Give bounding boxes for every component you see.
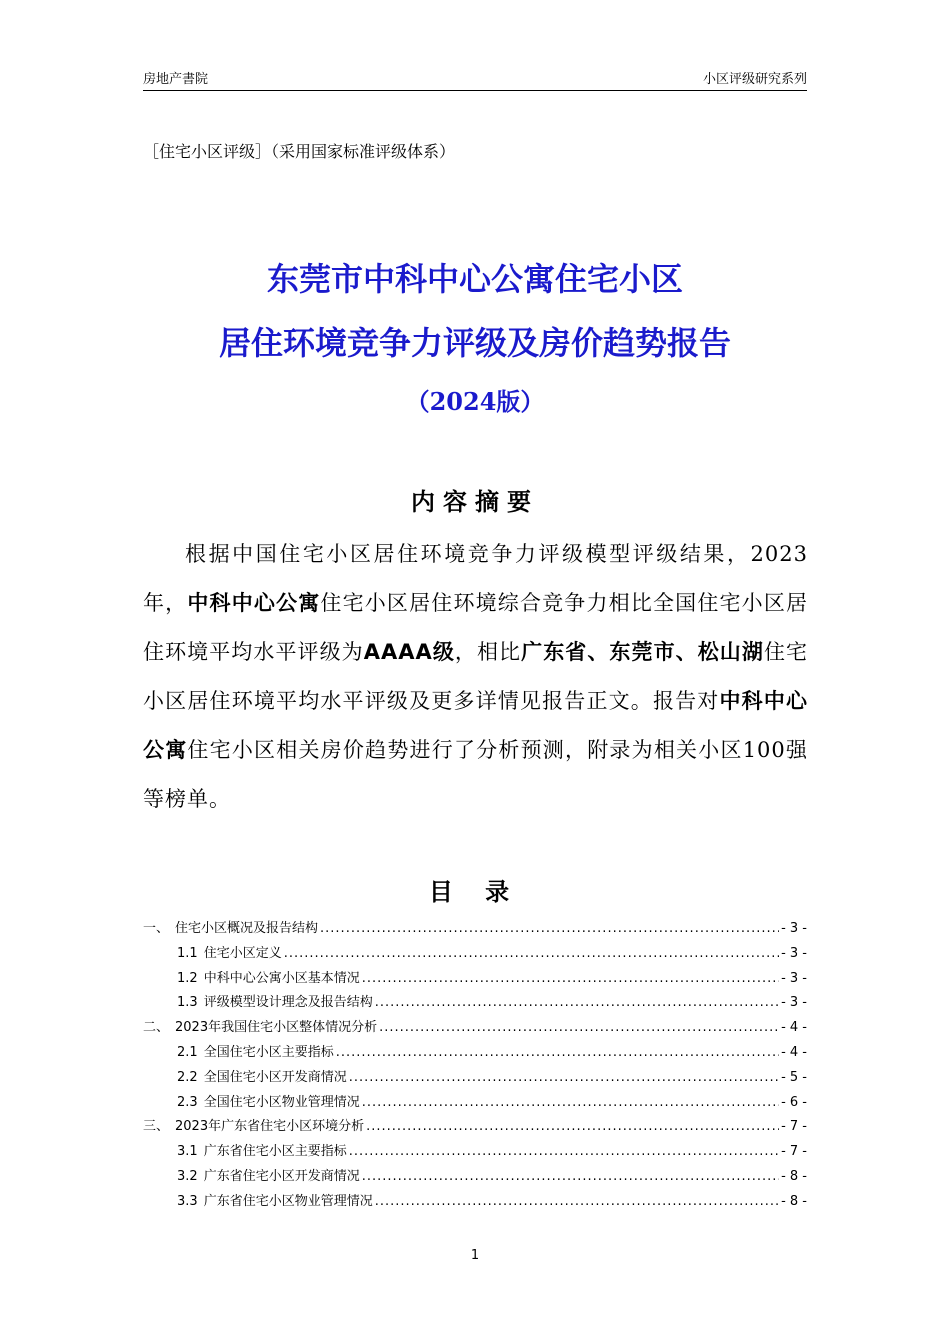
toc-leader [320,921,779,936]
toc-number: 一、 [143,921,170,936]
abstract-bold: 广东省、东莞市、松山湖 [521,640,764,664]
abstract-text: ，相比 [454,640,522,664]
page-number: 1 [470,1248,480,1263]
abstract-bold: AAAA级 [363,640,455,664]
toc-leader [349,1144,779,1159]
toc-page: - 7 - [781,1119,807,1135]
toc-number: 2.1 [177,1044,198,1060]
toc-number: 2.3 [177,1094,198,1110]
toc-leader [375,1194,779,1209]
toc-label: 广东省住宅小区开发商情况 [203,1168,360,1184]
abstract-text: 住宅小区居住环境平均水平评级及更多详情见报告正文。报告对 [143,640,809,713]
page-header [143,66,807,91]
toc-label: 住宅小区定义 [203,945,282,961]
toc-entry[interactable] [143,1016,807,1041]
toc-page: - 5 - [781,1069,807,1085]
toc-page: - 3 - [781,970,807,986]
toc-entry[interactable] [143,967,807,992]
toc-label: 评级模型设计理念及报告结构 [203,995,373,1011]
toc-label: 全国住宅小区主要指标 [203,1044,334,1060]
toc-leader [375,995,779,1010]
toc-leader [284,946,779,961]
abstract-paragraph [143,530,808,824]
toc-page: - 8 - [781,1168,807,1184]
header-series: 小区评级研究系列 [702,72,807,87]
toc-entry[interactable] [143,1115,807,1140]
toc-label: 住宅小区概况及报告结构 [175,921,319,936]
report-category-tag: ［住宅小区评级］（采用国家标准评级体系） [143,142,456,161]
toc-leader [366,1119,779,1134]
toc-number: 3.2 [177,1168,198,1184]
toc-number: 2.2 [177,1069,198,1085]
toc-number: 3.3 [177,1193,198,1209]
toc-label: 全国住宅小区物业管理情况 [203,1094,360,1110]
toc-page: - 3 - [781,995,807,1011]
toc-page: - 4 - [781,1020,807,1036]
toc-leader [349,1070,779,1085]
toc-entry[interactable] [143,991,807,1016]
toc-leader [379,1020,779,1035]
toc-number: 1.3 [177,995,198,1011]
toc-leader [362,1169,779,1184]
abstract-bold: 中科中心公寓 [187,591,321,615]
toc-page: - 3 - [781,945,807,961]
toc-label: 2023年广东省住宅小区环境分析 [175,1119,365,1135]
toc-page: - 8 - [781,1193,807,1209]
toc-page: - 7 - [781,1144,807,1160]
abstract-heading: 内容摘要 [411,488,539,516]
toc-label: 2023年我国住宅小区整体情况分析 [175,1020,378,1036]
report-title-line1: 东莞市中科中心公寓住宅小区 [266,260,683,298]
toc-label: 中科中心公寓小区基本情况 [203,970,360,986]
toc-page: - 6 - [781,1094,807,1110]
toc-entry[interactable] [143,1165,807,1190]
toc-label: 广东省住宅小区物业管理情况 [203,1193,373,1209]
abstract-text: 住宅小区相关房价趋势进行了分析预测，附录为相关小区100强等榜单。 [143,738,808,811]
abstract-bold: 中科中心公寓 [143,689,809,762]
toc-entry[interactable] [143,1041,807,1066]
abstract-text: 根据中国住宅小区居住环境竞争力评级模型评级结果，2023年， [143,542,808,615]
toc-number: 三、 [143,1119,170,1135]
toc-leader [362,1095,779,1110]
toc-entry[interactable] [143,1066,807,1091]
table-of-contents [143,917,807,1215]
toc-number: 1.1 [177,945,198,961]
report-title-line2: 居住环境竞争力评级及房价趋势报告 [218,324,731,362]
toc-entry[interactable] [143,942,807,967]
toc-leader [362,971,779,986]
toc-page: - 3 - [781,921,807,936]
toc-label: 全国住宅小区开发商情况 [203,1069,347,1085]
toc-entry[interactable] [143,917,807,942]
toc-number: 二、 [143,1020,170,1036]
toc-entry[interactable] [143,1091,807,1116]
report-edition: （2024版） [405,387,545,416]
toc-heading: 目 录 [428,878,522,906]
toc-entry[interactable] [143,1140,807,1165]
toc-entry[interactable] [143,1190,807,1215]
abstract-text: 住宅小区居住环境综合竞争力相比全国住宅小区居住环境平均水平评级为 [143,591,809,664]
toc-page: - 4 - [781,1044,807,1060]
header-publisher: 房地产書院 [143,72,209,87]
toc-number: 1.2 [177,970,198,986]
toc-leader [336,1045,779,1060]
toc-label: 广东省住宅小区主要指标 [203,1144,347,1160]
toc-number: 3.1 [177,1144,198,1160]
